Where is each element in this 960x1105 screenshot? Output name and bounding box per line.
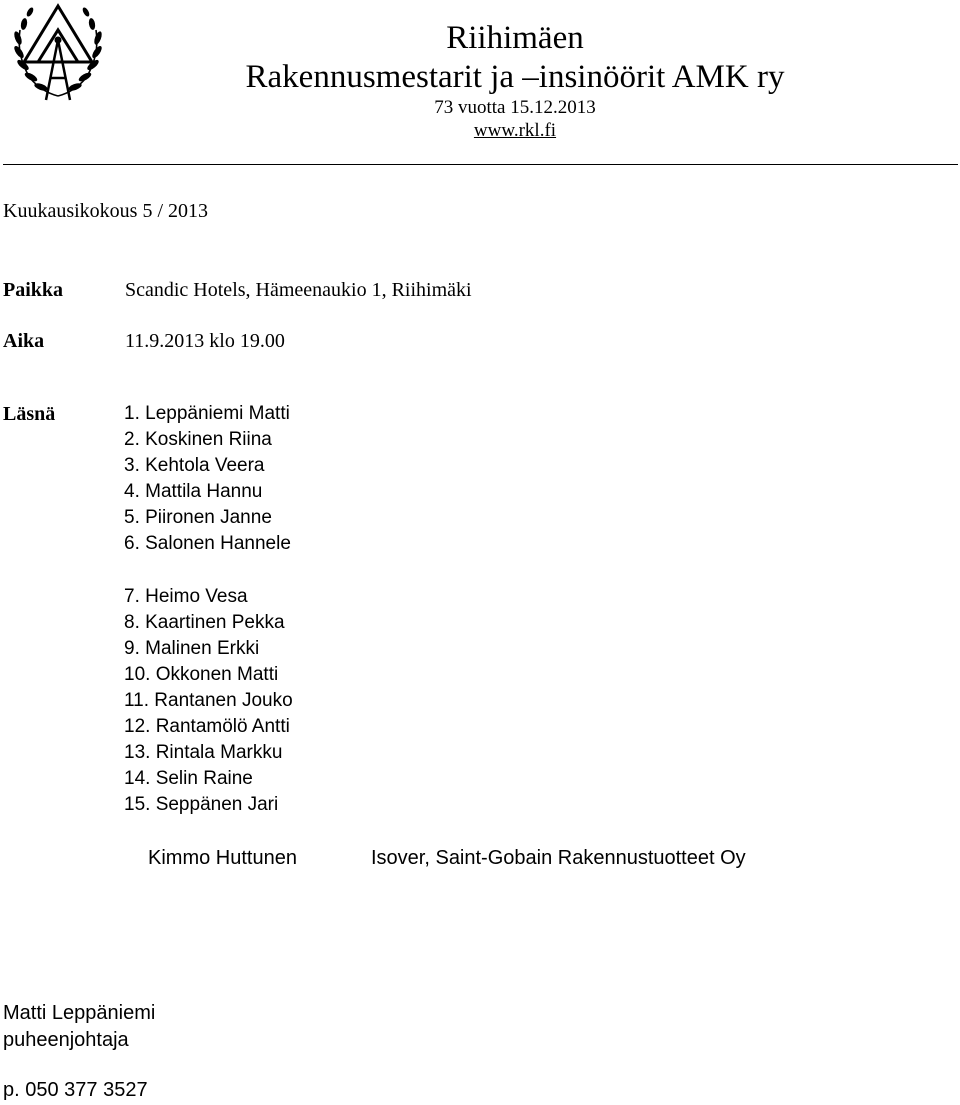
time-value: 11.9.2013 klo 19.00 (125, 330, 285, 352)
list-item: 13. Rintala Markku (124, 742, 283, 763)
list-item: 15. Seppänen Jari (124, 794, 279, 815)
anniversary-text: 73 vuotta 15.12.2013 (434, 97, 596, 118)
list-item: 1. Leppäniemi Matti (124, 403, 290, 424)
list-item: 5. Piironen Janne (124, 507, 272, 528)
org-name-line2: Rakennusmestarit ja –insinöörit AMK ry (245, 59, 785, 95)
list-item: 10. Okkonen Matti (124, 664, 279, 685)
list-item: 9. Malinen Erkki (124, 638, 260, 659)
list-item: 4. Mattila Hannu (124, 481, 263, 502)
signature-role: puheenjohtaja (3, 1029, 129, 1051)
guest-company: Isover, Saint-Gobain Rakennustuotteet Oy (371, 847, 746, 869)
place-value: Scandic Hotels, Hämeenaukio 1, Riihimäki (125, 279, 472, 301)
list-item: 12. Rantamölö Antti (124, 716, 290, 737)
org-name-line1: Riihimäen (446, 20, 584, 56)
list-item: 14. Selin Raine (124, 768, 253, 789)
list-item: 6. Salonen Hannele (124, 533, 291, 554)
present-label: Läsnä (3, 403, 56, 425)
list-item: 3. Kehtola Veera (124, 455, 265, 476)
meeting-title: Kuukausikokous 5 / 2013 (3, 200, 208, 222)
website-link[interactable]: www.rkl.fi (473, 120, 557, 141)
place-label: Paikka (3, 279, 64, 301)
guest-name: Kimmo Huttunen (148, 847, 297, 869)
list-item: 2. Koskinen Riina (124, 429, 272, 450)
signature-phone: p. 050 377 3527 (3, 1079, 148, 1101)
signature-name: Matti Leppäniemi (3, 1002, 156, 1024)
list-item: 8. Kaartinen Pekka (124, 612, 285, 633)
list-item: 11. Rantanen Jouko (124, 690, 293, 711)
list-item: 7. Heimo Vesa (124, 586, 248, 607)
time-label: Aika (3, 330, 45, 352)
website-link-row (0, 119, 960, 143)
header-divider (3, 164, 958, 165)
